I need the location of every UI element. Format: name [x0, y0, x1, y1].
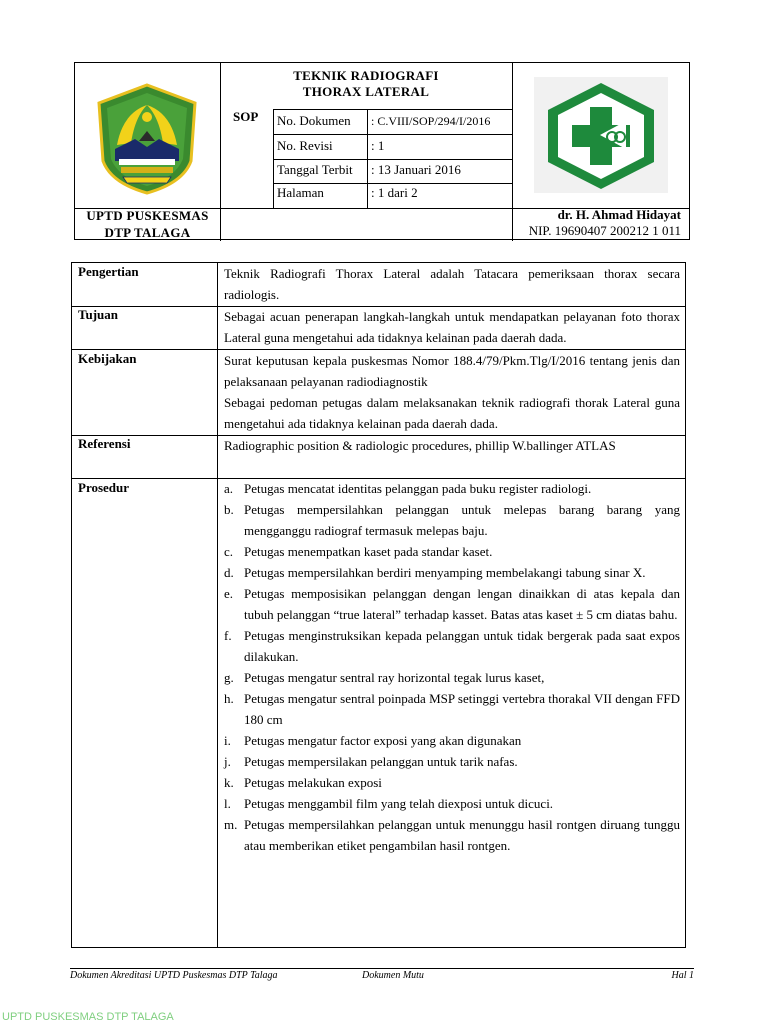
procedure-step	[224, 688, 680, 730]
step-text: Petugas memposisikan pelanggan dengan lengan dinaikkan di atas kepala dan tubuh pelanggan “true lateral” terhadap kasset. Batas atas kaset ± 5 cm diatas bahu.	[244, 586, 680, 622]
step-marker: f.	[224, 628, 232, 643]
row-text-pengertian: Teknik Radiografi Thorax Lateral adalah Tatacara pemeriksaan thorax secara radiologis.	[224, 266, 680, 302]
header-divider	[512, 63, 513, 241]
procedure-step	[224, 814, 680, 856]
title-line: TEKNIK RADIOGRAFI	[293, 68, 439, 83]
step-text: Petugas menggambil film yang telah diexposi untuk dicuci.	[244, 796, 554, 811]
procedure-step	[224, 751, 680, 772]
meta-label-halaman: Halaman	[277, 185, 324, 200]
step-text: Petugas mempersilakan pelanggan untuk tarik nafas.	[244, 754, 518, 769]
header-divider	[273, 134, 512, 135]
row-label-tujuan: Tujuan	[78, 307, 118, 322]
step-text: Petugas mencatat identitas pelanggan pada buku register radiologi.	[244, 481, 592, 496]
row-label-prosedur: Prosedur	[78, 480, 130, 495]
kebijakan-paragraph: Sebagai pedoman petugas dalam melaksanakan teknik radiografi thorak Lateral guna mengetahui ada tidaknya kelainan pada daerah dada.	[224, 395, 680, 431]
header-divider	[273, 183, 512, 184]
step-marker: a.	[224, 481, 234, 496]
row-text-tujuan: Sebagai acuan penerapan langkah-langkah untuk mendapatkan pelayanan foto thorax Lateral guna mengetahui ada tidaknya kelainan pada daerah dada.	[224, 309, 680, 345]
footer-center-text: Dokumen Mutu	[362, 970, 424, 981]
step-text: Petugas melakukan exposi	[244, 775, 382, 790]
document-title	[220, 68, 512, 100]
step-marker: g.	[224, 670, 234, 685]
step-marker: m.	[224, 817, 238, 832]
footer-left-text: Dokumen Akreditasi UPTD Puskesmas DTP Talaga	[70, 970, 278, 981]
procedure-step	[224, 772, 680, 793]
procedure-step	[224, 541, 680, 562]
step-text: Petugas mempersilahkan pelanggan untuk menunggu hasil rontgen diruang tunggu atau memberikan etiket pengambilan hasil rontgen.	[244, 817, 680, 853]
document-header	[74, 62, 690, 240]
step-text: Petugas menempatkan kaset pada standar kaset.	[244, 544, 493, 559]
row-label-pengertian: Pengertian	[78, 264, 139, 279]
procedure-step	[224, 793, 680, 814]
sop-label: SOP	[233, 109, 259, 124]
meta-label-no-revisi: No. Revisi	[277, 138, 333, 153]
step-marker: c.	[224, 544, 234, 559]
signer-name: dr. H. Ahmad Hidayat	[557, 207, 681, 222]
step-text: Petugas menginstruksikan kepada pelanggan untuk tidak bergerak pada saat expos dilakukan.	[244, 628, 680, 664]
procedure-step	[224, 478, 680, 499]
org-line: UPTD PUSKESMAS	[86, 208, 209, 223]
procedure-step	[224, 667, 680, 688]
step-marker: j.	[224, 754, 231, 769]
meta-value-no-revisi: : 1	[371, 138, 385, 153]
page-footer	[70, 968, 694, 983]
regency-emblem-logo	[95, 83, 199, 195]
step-marker: l.	[224, 796, 231, 811]
header-divider	[273, 159, 512, 160]
row-label-referensi: Referensi	[78, 436, 131, 451]
step-marker: k.	[224, 775, 234, 790]
step-marker: i.	[224, 733, 231, 748]
header-divider	[273, 109, 512, 110]
meta-value-halaman: : 1 dari 2	[371, 185, 418, 200]
procedure-step	[224, 730, 680, 751]
step-marker: e.	[224, 586, 234, 601]
meta-label-no-dokumen: No. Dokumen	[277, 113, 351, 128]
step-marker: h.	[224, 691, 234, 706]
row-text-referensi: Radiographic position & radiologic procedures, phillip W.ballinger ATLAS	[224, 438, 616, 453]
step-text: Petugas mempersilahkan berdiri menyamping membelakangi tabung sinar X.	[244, 565, 646, 580]
step-text: Petugas mengatur factor exposi yang akan digunakan	[244, 733, 522, 748]
org-line: DTP TALAGA	[104, 225, 191, 240]
step-text: Petugas mengatur sentral poinpada MSP setinggi vertebra thorakal VII dengan FFD 180 cm	[244, 691, 680, 727]
procedure-step	[224, 625, 680, 667]
procedure-step	[224, 499, 680, 541]
row-text-kebijakan	[224, 350, 680, 434]
table-column-divider	[217, 263, 218, 947]
meta-value-tanggal-terbit: : 13 Januari 2016	[371, 162, 461, 177]
step-marker: b.	[224, 502, 234, 517]
sop-content-table	[71, 262, 686, 948]
signer-nip: NIP. 19690407 200212 1 011	[528, 223, 681, 238]
title-line: THORAX LATERAL	[302, 84, 430, 99]
meta-value-no-dokumen: : C.VIII/SOP/294/I/2016	[371, 114, 491, 128]
step-text: Petugas mempersilahkan pelanggan untuk melepas barang barang yang mengganggu radiograf termasuk melepas baju.	[244, 502, 680, 538]
procedure-step	[224, 562, 680, 583]
meta-label-tanggal-terbit: Tanggal Terbit	[277, 162, 353, 177]
step-marker: d.	[224, 565, 234, 580]
kebijakan-paragraph: Surat keputusan kepala puskesmas Nomor 188.4/79/Pkm.Tlg/I/2016 tentang jenis dan pelaksanaan pelayanan radiodiagnostik	[224, 353, 680, 389]
row-label-kebijakan: Kebijakan	[78, 351, 137, 366]
step-text: Petugas mengatur sentral ray horizontal tegak lurus kaset,	[244, 670, 545, 685]
watermark-text: UPTD PUSKESMAS DTP TALAGA	[2, 1011, 174, 1023]
procedure-list	[224, 478, 680, 856]
procedure-step	[224, 583, 680, 625]
footer-page-number: Hal 1	[671, 970, 694, 981]
organization-name	[75, 207, 220, 241]
puskesmas-logo	[534, 77, 668, 193]
